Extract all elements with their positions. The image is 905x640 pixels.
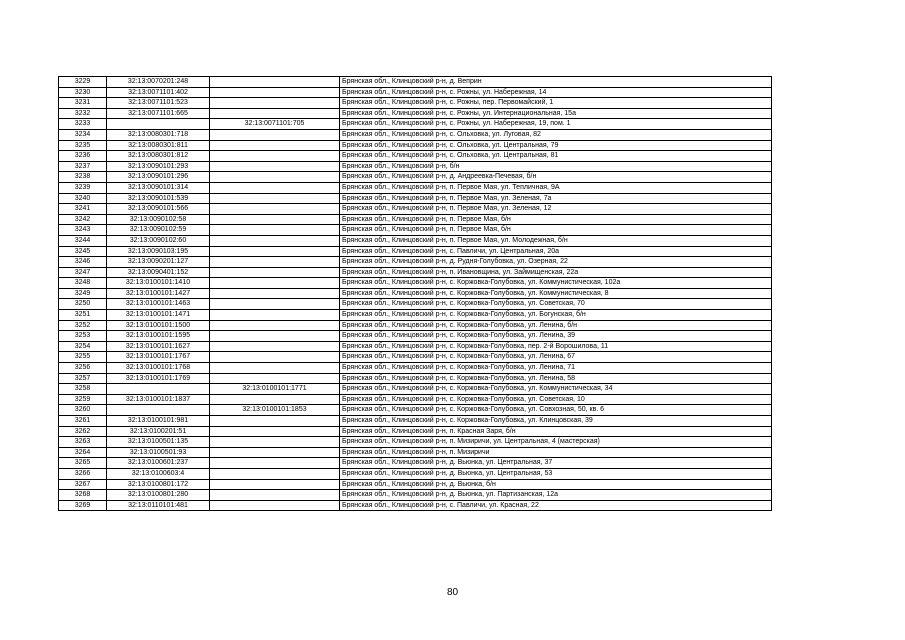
address-cell: Брянская обл., Клинцовский р-н, п. Мизиричи <box>340 447 772 458</box>
linked-cadastral-number-cell <box>210 373 340 384</box>
row-number-cell: 3253 <box>59 331 107 342</box>
address-cell: Брянская обл., Клинцовский р-н, с. Коржовка-Голубовка, ул. Богунская, б/н <box>340 310 772 321</box>
linked-cadastral-number-cell <box>210 437 340 448</box>
address-cell: Брянская обл., Клинцовский р-н, п. Первое Мая, ул. Молодежная, б/н <box>340 235 772 246</box>
address-cell: Брянская обл., Клинцовский р-н, д. Веприн <box>340 77 772 88</box>
cadastral-number-cell: 32:13:0090201:127 <box>107 257 210 268</box>
linked-cadastral-number-cell: 32:13:0100101:1771 <box>210 384 340 395</box>
table-row <box>59 257 772 268</box>
row-number-cell: 3247 <box>59 267 107 278</box>
linked-cadastral-number-cell <box>210 299 340 310</box>
address-cell: Брянская обл., Клинцовский р-н, с. Коржовка-Голубовка, ул. Ленина, 39 <box>340 331 772 342</box>
cadastral-number-cell: 32:13:0090102:58 <box>107 214 210 225</box>
row-number-cell: 3261 <box>59 416 107 427</box>
table-row <box>59 108 772 119</box>
address-cell: Брянская обл., Клинцовский р-н, с. Рожны, ул. Интернациональная, 15а <box>340 108 772 119</box>
cadastral-number-cell <box>107 119 210 130</box>
cadastral-number-cell: 32:13:0071101:523 <box>107 98 210 109</box>
address-cell: Брянская обл., Клинцовский р-н, с. Павличи, ул. Красная, 22 <box>340 500 772 511</box>
row-number-cell: 3246 <box>59 257 107 268</box>
linked-cadastral-number-cell <box>210 341 340 352</box>
table-row <box>59 310 772 321</box>
linked-cadastral-number-cell <box>210 98 340 109</box>
table-row <box>59 87 772 98</box>
linked-cadastral-number-cell <box>210 204 340 215</box>
linked-cadastral-number-cell <box>210 479 340 490</box>
cadastral-number-cell: 32:13:0100101:1463 <box>107 299 210 310</box>
cadastral-number-cell: 32:13:0071101:402 <box>107 87 210 98</box>
table-row <box>59 161 772 172</box>
table-row <box>59 490 772 501</box>
table-row <box>59 172 772 183</box>
row-number-cell: 3240 <box>59 193 107 204</box>
address-cell: Брянская обл., Клинцовский р-н, с. Коржовка-Голубовка, ул. Ленина, 58 <box>340 373 772 384</box>
table-row <box>59 363 772 374</box>
row-number-cell: 3231 <box>59 98 107 109</box>
cadastral-number-cell: 32:13:0100101:1410 <box>107 278 210 289</box>
row-number-cell: 3259 <box>59 394 107 405</box>
table-row <box>59 288 772 299</box>
cadastral-number-cell: 32:13:0100101:1627 <box>107 341 210 352</box>
linked-cadastral-number-cell <box>210 426 340 437</box>
cadastral-number-cell: 32:13:0071101:665 <box>107 108 210 119</box>
row-number-cell: 3244 <box>59 235 107 246</box>
row-number-cell: 3241 <box>59 204 107 215</box>
linked-cadastral-number-cell <box>210 108 340 119</box>
address-cell: Брянская обл., Клинцовский р-н, с. Коржовка-Голубовка, пер. 2-й Ворошилова, 11 <box>340 341 772 352</box>
cadastral-number-cell: 32:13:0090103:195 <box>107 246 210 257</box>
row-number-cell: 3255 <box>59 352 107 363</box>
address-cell: Брянская обл., Клинцовский р-н, с. Коржовка-Голубовка, ул. Ленина, 67 <box>340 352 772 363</box>
table-row <box>59 77 772 88</box>
table-row <box>59 341 772 352</box>
table-row <box>59 214 772 225</box>
table-row <box>59 500 772 511</box>
table-row <box>59 352 772 363</box>
row-number-cell: 3236 <box>59 151 107 162</box>
address-cell: Брянская обл., Клинцовский р-н, д. Вьюнка, ул. Центральная, 37 <box>340 458 772 469</box>
table-row <box>59 426 772 437</box>
cadastral-number-cell: 32:13:0100101:1471 <box>107 310 210 321</box>
row-number-cell: 3257 <box>59 373 107 384</box>
address-cell: Брянская обл., Клинцовский р-н, д. Андреевка-Печевая, б/н <box>340 172 772 183</box>
row-number-cell: 3229 <box>59 77 107 88</box>
table-row <box>59 235 772 246</box>
row-number-cell: 3264 <box>59 447 107 458</box>
cadastral-number-cell <box>107 384 210 395</box>
cadastral-number-cell: 32:13:0100601:237 <box>107 458 210 469</box>
linked-cadastral-number-cell <box>210 267 340 278</box>
row-number-cell: 3262 <box>59 426 107 437</box>
cadastral-number-cell: 32:13:0100501:135 <box>107 437 210 448</box>
table-row <box>59 193 772 204</box>
table-row <box>59 98 772 109</box>
cadastral-number-cell: 32:13:0110101:481 <box>107 500 210 511</box>
row-number-cell: 3250 <box>59 299 107 310</box>
linked-cadastral-number-cell <box>210 235 340 246</box>
cadastral-number-cell: 32:13:0080301:718 <box>107 129 210 140</box>
address-cell: Брянская обл., Клинцовский р-н, с. Коржовка-Голубовка, ул. Коммунистическая, 102а <box>340 278 772 289</box>
row-number-cell: 3234 <box>59 129 107 140</box>
row-number-cell: 3267 <box>59 479 107 490</box>
table-row <box>59 405 772 416</box>
linked-cadastral-number-cell <box>210 225 340 236</box>
linked-cadastral-number-cell <box>210 193 340 204</box>
linked-cadastral-number-cell <box>210 246 340 257</box>
table-row <box>59 394 772 405</box>
row-number-cell: 3252 <box>59 320 107 331</box>
cadastral-number-cell: 32:13:0080301:811 <box>107 140 210 151</box>
address-cell: Брянская обл., Клинцовский р-н, п. Красная Заря, б/н <box>340 426 772 437</box>
cadastral-number-cell: 32:13:0100101:1768 <box>107 363 210 374</box>
address-cell: Брянская обл., Клинцовский р-н, п. Ивановщина, ул. Займищенская, 22а <box>340 267 772 278</box>
address-cell: Брянская обл., Клинцовский р-н, п. Первое Мая, ул. Зеленая, 7а <box>340 193 772 204</box>
row-number-cell: 3239 <box>59 182 107 193</box>
table-row <box>59 458 772 469</box>
address-cell: Брянская обл., Клинцовский р-н, с. Коржовка-Голубовка, ул. Коммунистическая, 34 <box>340 384 772 395</box>
row-number-cell: 3237 <box>59 161 107 172</box>
cadastral-number-cell: 32:13:0100501:93 <box>107 447 210 458</box>
cadastral-number-cell: 32:13:0100201:51 <box>107 426 210 437</box>
page-number: 80 <box>446 587 459 598</box>
row-number-cell: 3265 <box>59 458 107 469</box>
linked-cadastral-number-cell <box>210 288 340 299</box>
cadastral-number-cell: 32:13:0100101:1769 <box>107 373 210 384</box>
address-cell: Брянская обл., Клинцовский р-н, с. Коржовка-Голубовка, ул. Ленина, 71 <box>340 363 772 374</box>
table-row <box>59 267 772 278</box>
table-row <box>59 437 772 448</box>
row-number-cell: 3266 <box>59 468 107 479</box>
row-number-cell: 3258 <box>59 384 107 395</box>
address-cell: Брянская обл., Клинцовский р-н, п. Первое Мая, ул. Тепличная, 9А <box>340 182 772 193</box>
table-row <box>59 447 772 458</box>
linked-cadastral-number-cell <box>210 331 340 342</box>
linked-cadastral-number-cell <box>210 352 340 363</box>
linked-cadastral-number-cell <box>210 161 340 172</box>
address-cell: Брянская обл., Клинцовский р-н, д. Вьюнка, б/н <box>340 479 772 490</box>
address-cell: Брянская обл., Клинцовский р-н, с. Коржовка-Голубовка, ул. Клинцовская, 39 <box>340 416 772 427</box>
row-number-cell: 3242 <box>59 214 107 225</box>
cadastral-number-cell <box>107 405 210 416</box>
address-cell: Брянская обл., Клинцовский р-н, с. Рожны, ул. Набережная, 14 <box>340 87 772 98</box>
cadastral-number-cell: 32:13:0100101:1767 <box>107 352 210 363</box>
table-row <box>59 129 772 140</box>
linked-cadastral-number-cell <box>210 151 340 162</box>
row-number-cell: 3251 <box>59 310 107 321</box>
linked-cadastral-number-cell <box>210 87 340 98</box>
table-body <box>59 77 772 511</box>
linked-cadastral-number-cell <box>210 447 340 458</box>
linked-cadastral-number-cell <box>210 458 340 469</box>
address-cell: Брянская обл., Клинцовский р-н, с. Ольховка, ул. Луговая, 82 <box>340 129 772 140</box>
cadastral-number-cell: 32:13:0100603:4 <box>107 468 210 479</box>
row-number-cell: 3256 <box>59 363 107 374</box>
linked-cadastral-number-cell: 32:13:0071101:705 <box>210 119 340 130</box>
row-number-cell: 3245 <box>59 246 107 257</box>
row-number-cell: 3243 <box>59 225 107 236</box>
table-row <box>59 225 772 236</box>
table-row <box>59 119 772 130</box>
cadastral-number-cell: 32:13:0090101:566 <box>107 204 210 215</box>
linked-cadastral-number-cell <box>210 214 340 225</box>
cadastral-number-cell: 32:13:0090101:296 <box>107 172 210 183</box>
cadastral-number-cell: 32:13:0100101:1500 <box>107 320 210 331</box>
address-cell: Брянская обл., Клинцовский р-н, п. Первое Мая, ул. Зеленая, 12 <box>340 204 772 215</box>
table-row <box>59 278 772 289</box>
cadastral-number-cell: 32:13:0090401:152 <box>107 267 210 278</box>
cadastral-number-cell: 32:13:0100101:1595 <box>107 331 210 342</box>
linked-cadastral-number-cell <box>210 172 340 183</box>
address-cell: Брянская обл., Клинцовский р-н, с. Ольховка, ул. Центральная, 81 <box>340 151 772 162</box>
linked-cadastral-number-cell <box>210 363 340 374</box>
address-cell: Брянская обл., Клинцовский р-н, п. Первое Мая, б/н <box>340 214 772 225</box>
address-cell: Брянская обл., Клинцовский р-н, с. Павличи, ул. Центральная, 20а <box>340 246 772 257</box>
table-row <box>59 468 772 479</box>
cadastral-number-cell: 32:13:0100801:280 <box>107 490 210 501</box>
address-cell: Брянская обл., Клинцовский р-н, п. Мизиричи, ул. Центральная, 4 (мастерская) <box>340 437 772 448</box>
cadastral-number-cell: 32:13:0100101:1427 <box>107 288 210 299</box>
row-number-cell: 3269 <box>59 500 107 511</box>
address-cell: Брянская обл., Клинцовский р-н, с. Коржовка-Голубовка, ул. Ленина, б/н <box>340 320 772 331</box>
address-cell: Брянская обл., Клинцовский р-н, с. Рожны, ул. Набережная, 19, пом. 1 <box>340 119 772 130</box>
linked-cadastral-number-cell <box>210 77 340 88</box>
table-row <box>59 416 772 427</box>
cadastral-number-cell: 32:13:0090101:293 <box>107 161 210 172</box>
table-row <box>59 299 772 310</box>
table-row <box>59 331 772 342</box>
linked-cadastral-number-cell <box>210 320 340 331</box>
address-cell: Брянская обл., Клинцовский р-н, с. Ольховка, ул. Центральная, 79 <box>340 140 772 151</box>
table-row <box>59 479 772 490</box>
linked-cadastral-number-cell <box>210 490 340 501</box>
cadastral-number-cell: 32:13:0080301:812 <box>107 151 210 162</box>
row-number-cell: 3238 <box>59 172 107 183</box>
row-number-cell: 3233 <box>59 119 107 130</box>
linked-cadastral-number-cell <box>210 468 340 479</box>
cadastral-number-cell: 32:13:0090102:60 <box>107 235 210 246</box>
address-cell: Брянская обл., Клинцовский р-н, с. Коржовка-Голубовка, ул. Советская, 70 <box>340 299 772 310</box>
table-row <box>59 384 772 395</box>
row-number-cell: 3249 <box>59 288 107 299</box>
table-row <box>59 320 772 331</box>
linked-cadastral-number-cell <box>210 394 340 405</box>
cadastral-number-cell: 32:13:0100801:172 <box>107 479 210 490</box>
address-cell: Брянская обл., Клинцовский р-н, с. Коржовка-Голубовка, ул. Коммунистическая, 8 <box>340 288 772 299</box>
cadastral-number-cell: 32:13:0070201:248 <box>107 77 210 88</box>
row-number-cell: 3235 <box>59 140 107 151</box>
linked-cadastral-number-cell: 32:13:0100101:1853 <box>210 405 340 416</box>
table-row <box>59 204 772 215</box>
linked-cadastral-number-cell <box>210 310 340 321</box>
row-number-cell: 3268 <box>59 490 107 501</box>
cadastral-number-cell: 32:13:0100101:981 <box>107 416 210 427</box>
cadastral-number-cell: 32:13:0090102:59 <box>107 225 210 236</box>
address-cell: Брянская обл., Клинцовский р-н, п. Первое Мая, б/н <box>340 225 772 236</box>
address-cell: Брянская обл., Клинцовский р-н, с. Коржовка-Голубовка, ул. Совхозная, 50, кв. 6 <box>340 405 772 416</box>
address-cell: Брянская обл., Клинцовский р-н, д. Рудня-Голубовка, ул. Озерная, 22 <box>340 257 772 268</box>
cadastral-number-cell: 32:13:0090101:539 <box>107 193 210 204</box>
table-row <box>59 246 772 257</box>
linked-cadastral-number-cell <box>210 257 340 268</box>
linked-cadastral-number-cell <box>210 182 340 193</box>
row-number-cell: 3263 <box>59 437 107 448</box>
row-number-cell: 3260 <box>59 405 107 416</box>
address-cell: Брянская обл., Клинцовский р-н, с. Рожны, пер. Первомайский, 1 <box>340 98 772 109</box>
row-number-cell: 3254 <box>59 341 107 352</box>
table-row <box>59 140 772 151</box>
address-cell: Брянская обл., Клинцовский р-н, б/н <box>340 161 772 172</box>
address-cell: Брянская обл., Клинцовский р-н, д. Вьюнка, ул. Центральная, 53 <box>340 468 772 479</box>
row-number-cell: 3230 <box>59 87 107 98</box>
table-row <box>59 151 772 162</box>
table-row <box>59 373 772 384</box>
linked-cadastral-number-cell <box>210 140 340 151</box>
linked-cadastral-number-cell <box>210 500 340 511</box>
row-number-cell: 3232 <box>59 108 107 119</box>
table-row <box>59 182 772 193</box>
cadastral-number-cell: 32:13:0100101:1837 <box>107 394 210 405</box>
linked-cadastral-number-cell <box>210 129 340 140</box>
property-register-table <box>58 76 772 511</box>
row-number-cell: 3248 <box>59 278 107 289</box>
address-cell: Брянская обл., Клинцовский р-н, с. Коржовка-Голубовка, ул. Советская, 10 <box>340 394 772 405</box>
linked-cadastral-number-cell <box>210 416 340 427</box>
address-cell: Брянская обл., Клинцовский р-н, д. Вьюнка, ул. Партизанская, 12а <box>340 490 772 501</box>
linked-cadastral-number-cell <box>210 278 340 289</box>
cadastral-number-cell: 32:13:0090101:314 <box>107 182 210 193</box>
